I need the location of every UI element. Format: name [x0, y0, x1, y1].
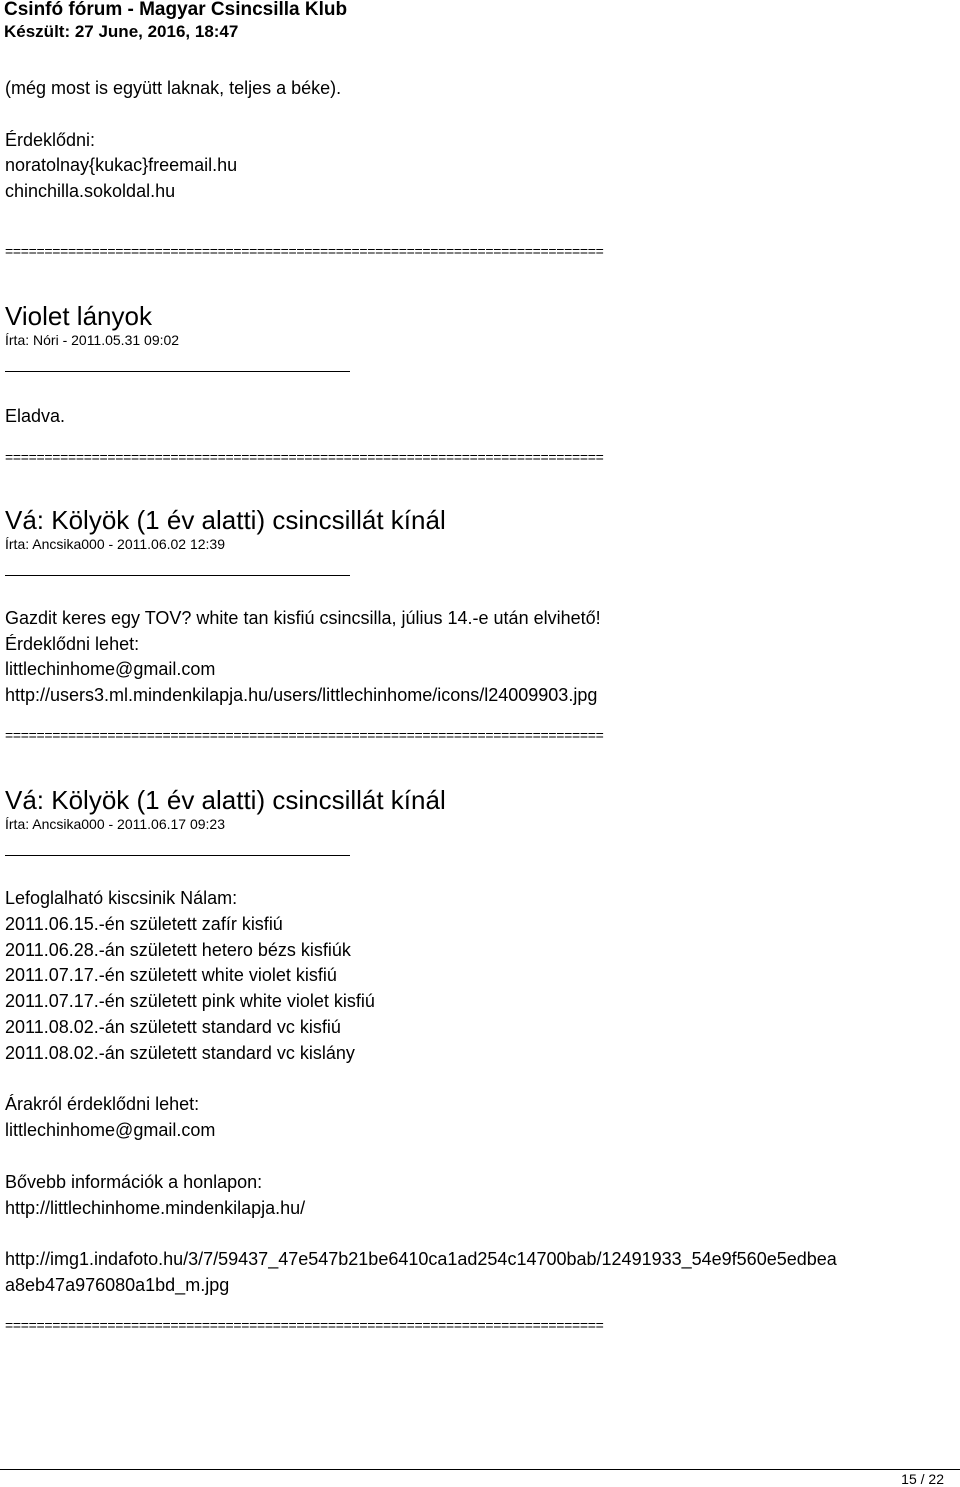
- post-title: Vá: Kölyök (1 év alatti) csincsillát kínál: [5, 784, 446, 815]
- post-title: Vá: Kölyök (1 év alatti) csincsillát kínál: [5, 504, 446, 535]
- post-body-line: littlechinhome@gmail.com: [5, 1120, 216, 1141]
- separator: ============================================================================: [5, 726, 604, 743]
- post-body-line: a8eb47a976080a1bd_m.jpg: [5, 1274, 230, 1295]
- page-header: [0, 0, 960, 46]
- post-body-line: Eladva.: [5, 405, 66, 426]
- post-body-line: 2011.06.15.-én született zafír kisfiú: [5, 913, 283, 934]
- post-body-line: Bővebb információk a honlapon:: [5, 1171, 263, 1192]
- separator: ============================================================================: [5, 1316, 604, 1333]
- footer-rule: [0, 1469, 960, 1470]
- post-body-line: http://users3.ml.mindenkilapja.hu/users/littlechinhome/icons/l24009903.jpg: [5, 685, 598, 706]
- intro-line: (még most is együtt laknak, teljes a béke).: [5, 78, 342, 98]
- separator: ============================================================================: [5, 448, 604, 465]
- created-timestamp: Készült: 27 June, 2016, 18:47: [4, 22, 239, 41]
- post-body-line: Gazdit keres egy TOV? white tan kisfiú csincsilla, július 14.-e után elvihető!: [5, 607, 601, 628]
- page-number: 15 / 22: [901, 1471, 944, 1487]
- post-body-line: 2011.07.17.-én született pink white violet kisfiú: [5, 991, 375, 1012]
- site-title: Csinfó fórum - Magyar Csincsilla Klub: [4, 0, 348, 20]
- post-body-line: http://img1.indafoto.hu/3/7/59437_47e547b21be6410ca1ad254c14700bab/12491933_54e9f560e5edbea: [5, 1249, 837, 1270]
- post-body-line: 2011.07.17.-én született white violet kisfiú: [5, 965, 337, 986]
- intro-line: Érdeklődni:: [5, 129, 96, 150]
- document-content: [5, 76, 955, 1333]
- post-meta: Írta: Ancsika000 - 2011.06.02 12:39: [5, 535, 226, 552]
- post-body-line: http://littlechinhome.mindenkilapja.hu/: [5, 1197, 306, 1218]
- post-body-line: littlechinhome@gmail.com: [5, 659, 216, 680]
- post-body-line: 2011.08.02.-án született standard vc kislány: [5, 1042, 355, 1063]
- post-title: Violet lányok: [5, 300, 152, 331]
- post-meta: Írta: Ancsika000 - 2011.06.17 09:23: [5, 815, 226, 832]
- post-body-line: Lefoglalható kiscsinik Nálam:: [5, 887, 238, 908]
- intro-line: noratolnay{kukac}freemail.hu: [5, 155, 238, 176]
- separator: ============================================================================: [5, 242, 604, 259]
- post-body-line: Árakról érdeklődni lehet:: [5, 1094, 200, 1115]
- intro-line: chinchilla.sokoldal.hu: [5, 181, 176, 202]
- post-body-line: 2011.06.28.-án született hetero bézs kisfiúk: [5, 939, 351, 960]
- post-meta: Írta: Nóri - 2011.05.31 09:02: [5, 331, 180, 348]
- post-body-line: 2011.08.02.-án született standard vc kisfiú: [5, 1016, 341, 1037]
- post-body-line: Érdeklődni lehet:: [5, 633, 140, 654]
